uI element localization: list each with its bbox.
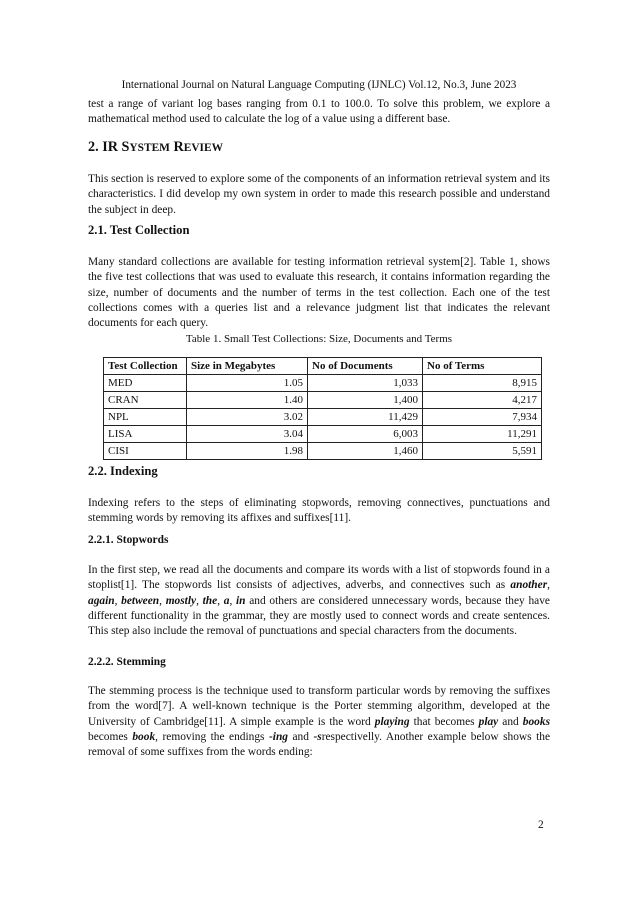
table-row — [104, 392, 542, 409]
suffix-example: -s — [313, 730, 322, 743]
stem-example: playing — [374, 715, 410, 728]
table-row — [104, 375, 542, 392]
stopword-example: a — [223, 594, 230, 607]
stem-example: books — [522, 715, 550, 728]
header-size: Size in Megabytes — [187, 358, 308, 375]
stopword-example: another — [510, 579, 548, 592]
suffix-example: -ing — [269, 730, 288, 743]
header-test-collection: Test Collection — [104, 358, 187, 375]
header-terms: No of Terms — [423, 358, 542, 375]
cell-collection: NPL — [104, 409, 187, 426]
table-1-caption: Table 1. Small Test Collections: Size, Documents and Terms — [185, 333, 453, 345]
section-2-2-2-heading: 2.2.2. Stemming — [88, 656, 166, 668]
cell-collection: MED — [104, 375, 187, 392]
section-2-2-paragraph: Indexing refers to the steps of eliminating stopwords, removing connectives, punctuations and stemming words by removing its affixes and suffixes[11]. — [88, 497, 550, 525]
cell-documents: 1,400 — [308, 392, 423, 409]
table-header-row — [104, 358, 542, 375]
section-2-paragraph: This section is reserved to explore some of the components of an information retrieval system and its characteristics. I did develop my own system in order to made this research possible and understand the subject in deep. — [88, 173, 550, 216]
cell-size: 1.40 — [187, 392, 308, 409]
cell-documents: 1,460 — [308, 443, 423, 460]
table-row — [104, 443, 542, 460]
cell-documents: 11,429 — [308, 409, 423, 426]
cell-size: 1.98 — [187, 443, 308, 460]
stopword-example: again — [88, 594, 115, 607]
cell-documents: 6,003 — [308, 426, 423, 443]
stopword-example: in — [236, 594, 246, 607]
section-2-1-paragraph: Many standard collections are available for testing information retrieval system[2]. Table 1, shows the five test collections that was used to evaluate this research, it contains information regarding the size, number of documents and the number of terms in the test collection. Each one of the test collections comes with a queries list and a relevance judgment list that indicates the relevant documents for each query. — [88, 256, 550, 330]
cell-collection: LISA — [104, 426, 187, 443]
cell-size: 3.02 — [187, 409, 308, 426]
table-row — [104, 426, 542, 443]
table-row — [104, 409, 542, 426]
section-2-2-2-paragraph: The stemming process is the technique used to transform particular words by removing the suffixes from the word[7]. A well-known technique is the Porter stemming algorithm, developed at the University of Cambridge[11]. A simple example is the word playing that becomes play and books becomes book, removing the endings -ing and -srespectivelly. Another example below shows the removal of some suffixes from the words ending: — [88, 685, 550, 759]
stem-example: play — [478, 715, 499, 728]
section-2-2-heading: 2.2. Indexing — [88, 464, 158, 478]
journal-header: International Journal on Natural Language Computing (IJNLC) Vol.12, No.3, June 2023 — [121, 79, 517, 91]
test-collections-table — [103, 357, 542, 460]
stem-example: book — [132, 730, 156, 743]
intro-paragraph: test a range of variant log bases ranging from 0.1 to 100.0. To solve this problem, we explore a mathematical method used to calculate the log of a value using a different base. — [88, 98, 550, 126]
cell-documents: 1,033 — [308, 375, 423, 392]
stopword-example: between — [121, 594, 160, 607]
stopword-example: mostly — [165, 594, 197, 607]
cell-size: 3.04 — [187, 426, 308, 443]
cell-terms: 11,291 — [423, 426, 542, 443]
section-2-1-heading: 2.1. Test Collection — [88, 223, 190, 237]
cell-terms: 7,934 — [423, 409, 542, 426]
cell-terms: 5,591 — [423, 443, 542, 460]
cell-terms: 4,217 — [423, 392, 542, 409]
cell-collection: CISI — [104, 443, 187, 460]
cell-terms: 8,915 — [423, 375, 542, 392]
section-2-2-1-heading: 2.2.1. Stopwords — [88, 534, 169, 546]
cell-collection: CRAN — [104, 392, 187, 409]
stopword-example: the — [202, 594, 218, 607]
page-number: 2 — [538, 819, 544, 831]
section-2-2-1-paragraph: In the first step, we read all the documents and compare its words with a list of stopwords found in a stoplist[1]. The stopwords list consists of adjectives, adverbs, and connectives such as another, again, between, mostly, the, a, in and others are considered unnecessary words, because they have different functionality in the grammar, they are mostly used to connect words and create sentences. This step also include the removal of punctuations and special characters from the documents. — [88, 564, 550, 638]
header-documents: No of Documents — [308, 358, 423, 375]
section-2-heading: 2. IR SYSTEM REVIEW — [88, 139, 223, 155]
cell-size: 1.05 — [187, 375, 308, 392]
